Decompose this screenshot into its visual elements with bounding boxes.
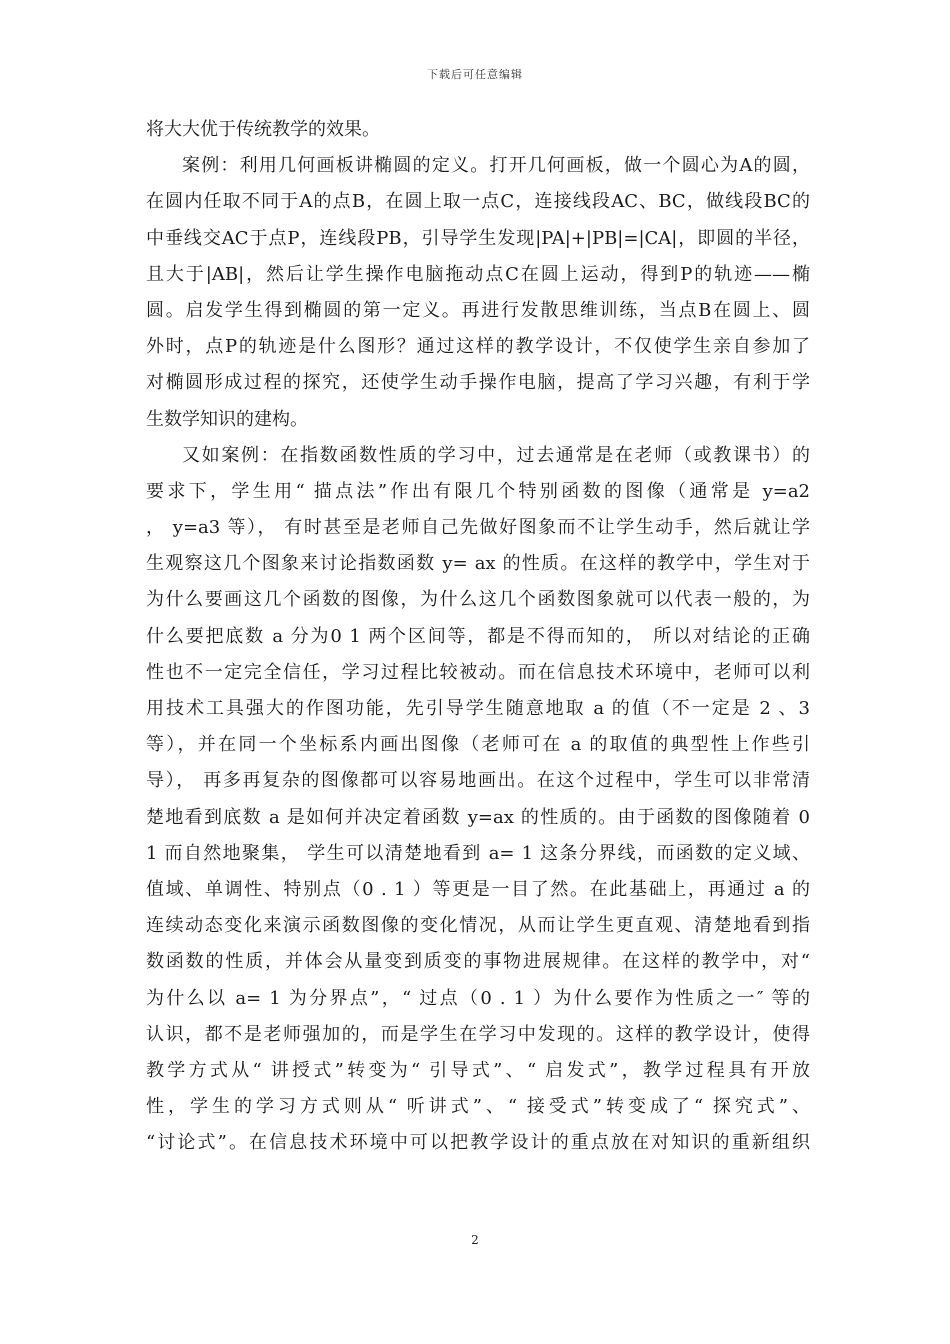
text-line: 案例：利用几何画板讲椭圆的定义。打开几何画板，做一个圆心为A的圆， xyxy=(182,155,810,177)
text-line: 生数学知识的建构。 xyxy=(146,408,308,430)
text-line: 将大大优于传统教学的效果。 xyxy=(146,119,380,140)
text-line: “讨论式”。在信息技术环境中可以把教学设计的重点放在对知识的重新组织 xyxy=(146,1132,810,1154)
text-line: 教学方式从“ 讲授式”转变为“ 引导式”、“ 启发式”，教学过程具有开放 xyxy=(146,1059,810,1081)
text-line: 什么要把底数 a 分为0 1 两个区间等，都是不得而知的， 所以对结论的正确 xyxy=(146,625,810,647)
text-line: 对椭圆形成过程的探究，还使学生动手操作电脑，提高了学习兴趣，有利于学 xyxy=(146,372,810,394)
text-line: 要求下，学生用“ 描点法”作出有限几个特别函数的图像（通常是 y=a2 xyxy=(146,480,810,502)
text-line: 连续动态变化来演示函数图像的变化情况，从而让学生更直观、清楚地看到指 xyxy=(146,915,810,937)
text-line: 为什么以 a= 1 为分界点”，“ 过点（0 . 1 ）为什么要作为性质之一″ 等的 xyxy=(146,987,810,1009)
text-line: 1 而自然地聚集， 学生可以清楚地看到 a= 1 这条分界线，而函数的定义域、 xyxy=(146,842,810,864)
text-line: 楚地看到底数 a 是如何并决定着函数 y=ax 的性质的。由于函数的图像随着 0 xyxy=(146,806,810,828)
text-line: 数函数的性质，并体会从量变到质变的事物进展规律。在这样的教学中，对“ xyxy=(146,951,810,973)
text-line: 在圆内任取不同于A的点B，在圆上取一点C，连接线段AC、BC，做线段BC的 xyxy=(146,191,810,213)
text-line: 又如案例：在指数函数性质的学习中，过去通常是在老师（或教课书）的 xyxy=(182,444,810,466)
text-line: 等），并在同一个坐标系内画出图像（老师可在 a 的取值的典型性上作些引 xyxy=(146,734,810,756)
text-line: 性也不一定完全信任，学习过程比较被动。而在信息技术环境中，老师可以利 xyxy=(146,661,810,683)
text-line: 生观察这几个图象来讨论指数函数 y= ax 的性质。在这样的教学中，学生对于 xyxy=(146,553,810,575)
text-line: 认识，都不是老师强加的，而是学生在学习中发现的。这样的教学设计，使得 xyxy=(146,1023,810,1045)
text-line: 且大于|AB|，然后让学生操作电脑拖动点C在圆上运动，得到P的轨迹——椭 xyxy=(146,263,810,285)
page-header: 下载后可任意编辑 xyxy=(427,68,523,81)
text-line: 为什么要画这几个函数的图像，为什么这几个函数图象就可以代表一般的，为 xyxy=(146,589,810,611)
body-text xyxy=(146,112,810,1161)
text-line: ， y=a3 等）， 有时甚至是老师自己先做好图象而不让学生动手，然后就让学 xyxy=(146,517,810,539)
text-line: 外时，点P的轨迹是什么图形？通过这样的教学设计，不仅使学生亲自参加了 xyxy=(146,336,810,358)
text-line: 性，学生的学习方式则从“ 听讲式”、“ 接受式”转变成了“ 探究式”、 xyxy=(146,1096,810,1118)
text-line: 圆。启发学生得到椭圆的第一定义。再进行发散思维训练，当点B在圆上、圆 xyxy=(146,299,810,321)
text-line: 值域、单调性、特别点（0 . 1 ）等更是一目了然。在此基础上，再通过 a 的 xyxy=(146,878,810,900)
text-line: 导）， 再多再复杂的图像都可以容易地画出。在这个过程中，学生可以非常清 xyxy=(146,770,810,792)
page-number: 2 xyxy=(471,1233,479,1247)
text-line: 用技术工具强大的作图功能，先引导学生随意地取 a 的值（不一定是 2 、3 xyxy=(146,698,810,719)
text-line: 中垂线交AC于点P，连线段PB，引导学生发现|PA|+|PB|=|CA|，即圆的半径， xyxy=(146,227,810,249)
